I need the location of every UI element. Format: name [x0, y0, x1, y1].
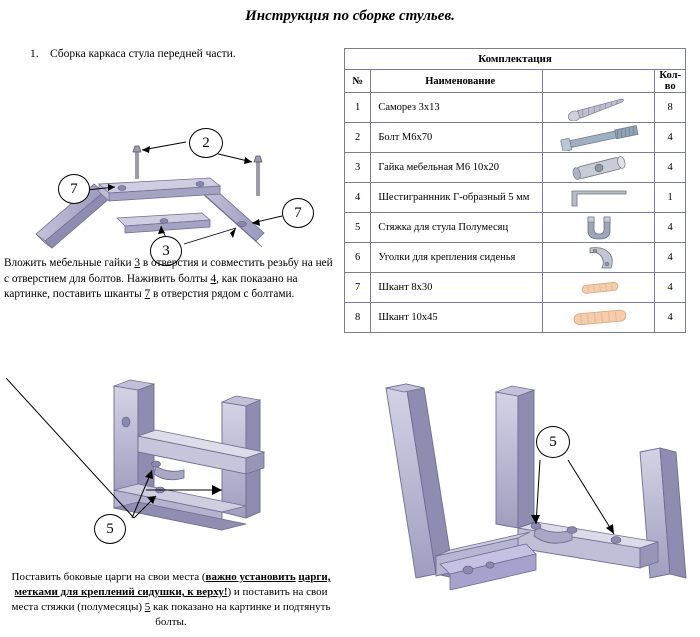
row-qty: 4: [655, 153, 686, 183]
row-qty: 4: [655, 273, 686, 303]
parts-table: [344, 48, 686, 333]
row-number: 1: [345, 93, 371, 123]
col-header-name: Наименование: [371, 70, 543, 93]
row-number: 5: [345, 213, 371, 243]
callout-5-left: 5: [94, 514, 126, 544]
row-number: 7: [345, 273, 371, 303]
callout-2: 2: [189, 128, 223, 158]
row-name: Шкант 10х45: [371, 303, 543, 333]
row-qty: 4: [655, 243, 686, 273]
row-number: 4: [345, 183, 371, 213]
row-qty: 4: [655, 213, 686, 243]
step-1-number: 1.: [30, 48, 39, 60]
table-row: [345, 93, 686, 123]
caption2-bold-1: важно установить: [205, 571, 296, 583]
caption1-line1-b: в отверстия и совместить резьбу на: [140, 257, 313, 269]
bolt-icon: [543, 123, 655, 153]
table-row: [345, 243, 686, 273]
caption2-ref-5: 5: [144, 601, 151, 613]
row-number: 8: [345, 303, 371, 333]
caption2-line2-a: ) и: [227, 586, 240, 598]
dowel-large-icon: [543, 303, 655, 333]
row-name: Гайка мебельная М6 10х20: [371, 153, 543, 183]
caption2-line4: картинке и подтянуть болты.: [155, 601, 331, 628]
row-name: Стяжка для стула Полумесяц: [371, 213, 543, 243]
row-name: Саморез 3х13: [371, 93, 543, 123]
callout-7-left: 7: [58, 174, 90, 204]
row-qty: 1: [655, 183, 686, 213]
row-number: 3: [345, 153, 371, 183]
table-title: Комплектация: [345, 49, 686, 70]
row-number: 2: [345, 123, 371, 153]
screw-icon: [543, 93, 655, 123]
table-row: [345, 303, 686, 333]
callout-3: 3: [150, 236, 182, 266]
caption1-line3-a: на картинке, поставить шканты: [4, 272, 298, 300]
caption1-line2-a: ней с отверстием для болтов. Наживить болты: [4, 257, 333, 285]
caption2-bold-2: царги, метками для креплений сидушки, к верху!: [14, 571, 331, 598]
caption-step-1: [4, 256, 334, 303]
table-row: [345, 183, 686, 213]
row-qty: 4: [655, 303, 686, 333]
barrel-nut-icon: [543, 153, 655, 183]
caption1-line1-a: Вложить мебельные гайки: [4, 257, 135, 269]
col-header-image: [543, 70, 655, 93]
caption2-line3-b: как показано на: [150, 601, 227, 613]
row-name: Шестиграннник Г-образный 5 мм: [371, 183, 543, 213]
callout-5-right: 5: [536, 426, 570, 458]
caption1-ref-3: 3: [134, 257, 141, 269]
table-row: [345, 123, 686, 153]
row-qty: 4: [655, 123, 686, 153]
callout-7-right: 7: [282, 198, 314, 228]
caption-step-2: [6, 570, 336, 630]
step-1-text: Сборка каркаса стула передней части.: [50, 48, 236, 60]
illustration-side-rail-right: [340, 378, 696, 590]
caption2-line1-a: Поставить боковые царги на свои места (: [11, 571, 206, 583]
row-name: Шкант 8х30: [371, 273, 543, 303]
caption1-ref-7: 7: [144, 288, 151, 300]
corner-bracket-icon: [543, 243, 655, 273]
row-qty: 8: [655, 93, 686, 123]
table-row: [345, 273, 686, 303]
page-title: Инструкция по сборке стульев.: [245, 8, 455, 24]
table-row: [345, 213, 686, 243]
caption2-line3-a: поставить на свои места стяжки (полумесяцы): [11, 586, 328, 613]
caption1-ref-4: 4: [210, 272, 217, 285]
dowel-small-icon: [543, 273, 655, 303]
allen-key-icon: [543, 183, 655, 213]
parts-table-wrapper: [344, 48, 686, 333]
row-name: Уголки для крепления сиденья: [371, 243, 543, 273]
row-name: Болт М6х70: [371, 123, 543, 153]
illustration-side-rail-left: [6, 378, 336, 568]
table-row: [345, 153, 686, 183]
row-number: 6: [345, 243, 371, 273]
illustration-front-frame: [14, 66, 334, 259]
caption1-line3-b: в отверстия рядом с болтами.: [150, 288, 295, 300]
col-header-number: №: [345, 70, 371, 93]
crescent-bracket-icon: [543, 213, 655, 243]
caption1-line2-b: , как показано: [216, 272, 284, 285]
col-header-qty: Кол-во: [655, 70, 686, 93]
